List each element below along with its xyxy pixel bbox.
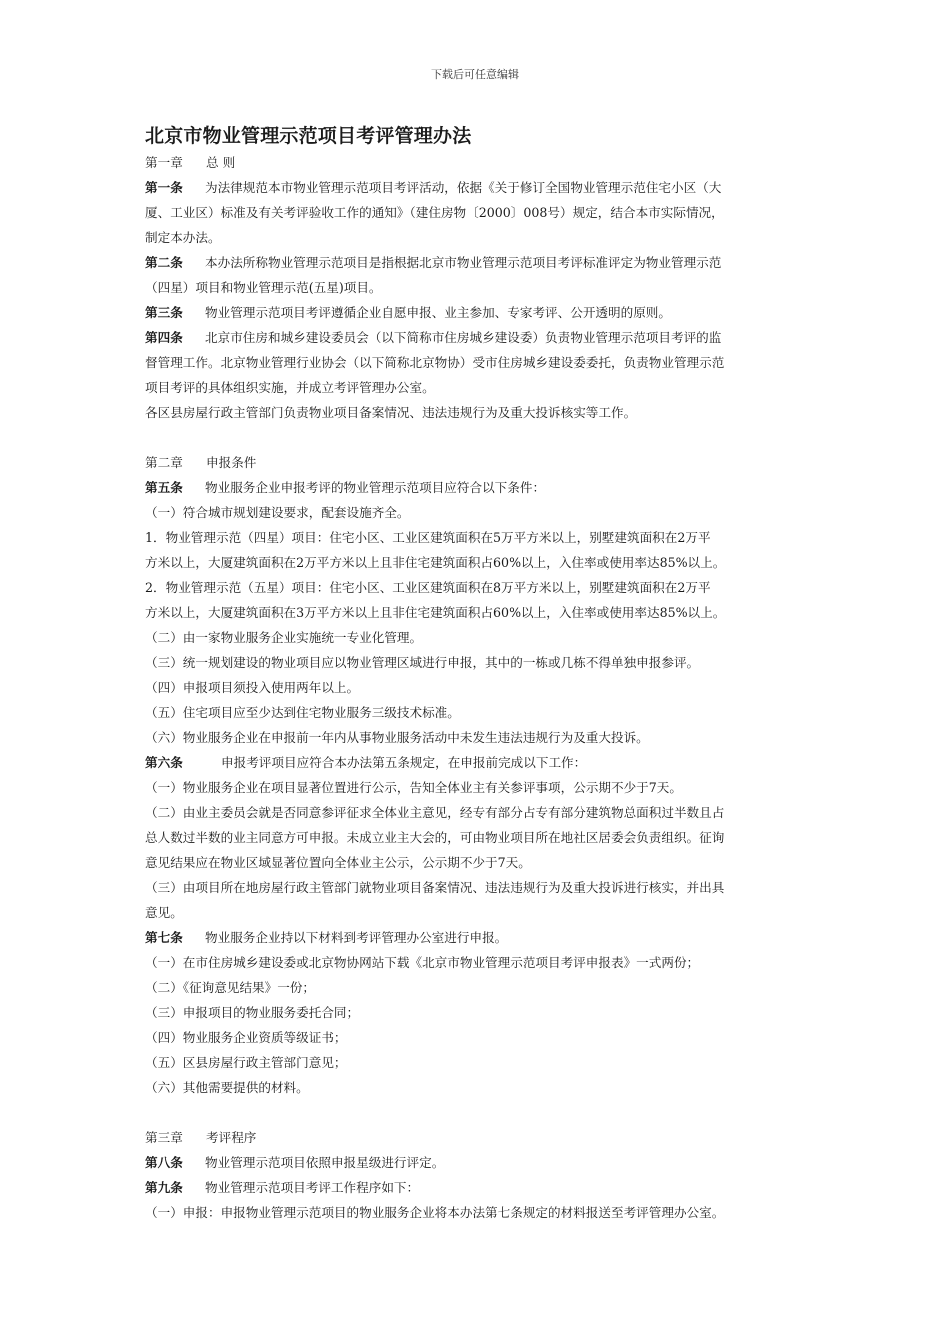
article-6-item: （一）物业服务企业在项目显著位置进行公示，告知全体业主有关参评事项，公示期不少于7天。: [145, 780, 682, 795]
article-6-item: 意见结果应在物业区域显著位置向全体业主公示，公示期不少于7天。: [145, 855, 531, 870]
article-text: 物业管理示范项目考评遵循企业自愿申报、业主参加、专家考评、公开透明的原则。: [205, 305, 671, 320]
article-label: 第四条: [145, 330, 183, 345]
article-text: 本办法所称物业管理示范项目是指根据北京市物业管理示范项目考评标准评定为物业管理示范: [205, 255, 722, 270]
article-5-item: （四）申报项目须投入使用两年以上。: [145, 680, 360, 695]
article-3: [145, 300, 815, 325]
article-5-item: 方米以上，大厦建筑面积在3万平方米以上且非住宅建筑面积占60%以上，入住率或使用率达85%以上。: [145, 605, 726, 620]
article-label: 第九条: [145, 1180, 183, 1195]
article-6: [145, 750, 815, 775]
article-4-line: 各区县房屋行政主管部门负责物业项目备案情况、违法违规行为及重大投诉核实等工作。: [145, 405, 637, 420]
article-6-item: 总人数过半数的业主同意方可申报。未成立业主大会的，可由物业项目所在地社区居委会负责组织。征询: [145, 830, 725, 845]
chapter-name: 总 则: [206, 155, 236, 170]
article-7-item: （四）物业服务企业资质等级证书；: [145, 1030, 347, 1045]
article-5-item: （六）物业服务企业在申报前一年内从事物业服务活动中未发生违法违规行为及重大投诉。: [145, 730, 649, 745]
article-9: [145, 1175, 815, 1200]
article-text: 物业服务企业持以下材料到考评管理办公室进行申报。: [205, 930, 508, 945]
article-text: 物业管理示范项目考评工作程序如下：: [205, 1180, 420, 1195]
article-label: 第八条: [145, 1155, 183, 1170]
article-6-item: 意见。: [145, 905, 183, 920]
article-7-item: （二）《征询意见结果》一份；: [145, 980, 316, 995]
article-4-line: 督管理工作。北京物业管理行业协会（以下简称北京物协）受市住房城乡建设委委托，负责物业管理示范: [145, 355, 725, 370]
chapter-number: 第三章: [145, 1130, 183, 1145]
article-2-line: （四星）项目和物业管理示范(五星)项目。: [145, 280, 382, 295]
article-7-item: （一）在市住房城乡建设委或北京物协网站下载《北京市物业管理示范项目考评申报表》一式两份；: [145, 955, 700, 970]
article-label: 第二条: [145, 255, 183, 270]
document-title: 北京市物业管理示范项目考评管理办法: [145, 125, 472, 147]
article-8: [145, 1150, 815, 1175]
article-5-item: （一）符合城市规划建设要求，配套设施齐全。: [145, 505, 410, 520]
chapter-heading-3: [145, 1125, 815, 1150]
document-body: [145, 122, 815, 1225]
chapter-heading-1: [145, 150, 815, 175]
article-label: 第一条: [145, 180, 183, 195]
article-text: 物业服务企业申报考评的物业管理示范项目应符合以下条件：: [205, 480, 546, 495]
article-5-item: 1．物业管理示范（四星）项目：住宅小区、工业区建筑面积在5万平方米以上，别墅建筑面积在2万平: [145, 530, 711, 545]
article-label: 第五条: [145, 480, 183, 495]
chapter-name: 申报条件: [206, 455, 257, 470]
article-label: 第六条: [145, 755, 183, 770]
article-1: [145, 175, 815, 200]
article-5-item: 方米以上，大厦建筑面积在2万平方米以上且非住宅建筑面积占60%以上，入住率或使用率达85%以上。: [145, 555, 726, 570]
article-text: 北京市住房和城乡建设委员会（以下简称市住房城乡建设委）负责物业管理示范项目考评的监: [205, 330, 722, 345]
article-label: 第七条: [145, 930, 183, 945]
article-5-item: （三）统一规划建设的物业项目应以物业管理区域进行申报，其中的一栋或几栋不得单独申报参评。: [145, 655, 700, 670]
article-4-line: 项目考评的具体组织实施，并成立考评管理办公室。: [145, 380, 435, 395]
article-4: [145, 325, 815, 350]
article-text: 物业管理示范项目依照申报星级进行评定。: [205, 1155, 445, 1170]
article-7-item: （五）区县房屋行政主管部门意见；: [145, 1055, 347, 1070]
article-text: 申报考评项目应符合本办法第五条规定，在申报前完成以下工作：: [221, 755, 587, 770]
article-6-item: （二）由业主委员会就是否同意参评征求全体业主意见，经专有部分占专有部分建筑物总面积过半数且占: [145, 805, 725, 820]
article-5: [145, 475, 815, 500]
article-5-item: 2．物业管理示范（五星）项目：住宅小区、工业区建筑面积在8万平方米以上，别墅建筑面积在2万平: [145, 580, 711, 595]
article-6-item: （三）由项目所在地房屋行政主管部门就物业项目备案情况、违法违规行为及重大投诉进行核实，并出具: [145, 880, 725, 895]
chapter-name: 考评程序: [206, 1130, 257, 1145]
article-2: [145, 250, 815, 275]
article-7-item: （六）其他需要提供的材料。: [145, 1080, 309, 1095]
chapter-heading-2: [145, 450, 815, 475]
article-1-line: 厦、工业区）标准及有关考评验收工作的通知》（建住房物〔2000〕008号）规定，结合本市实际情况，: [145, 205, 724, 220]
article-5-item: （五）住宅项目应至少达到住宅物业服务三级技术标准。: [145, 705, 460, 720]
article-5-item: （二）由一家物业服务企业实施统一专业化管理。: [145, 630, 423, 645]
article-9-item: （一）申报：申报物业管理示范项目的物业服务企业将本办法第七条规定的材料报送至考评管理办公室。: [145, 1205, 725, 1220]
article-1-line: 制定本办法。: [145, 230, 221, 245]
article-label: 第三条: [145, 305, 183, 320]
article-text: 为法律规范本市物业管理示范项目考评活动，依据《关于修订全国物业管理示范住宅小区（大: [205, 180, 722, 195]
chapter-number: 第一章: [145, 155, 183, 170]
chapter-number: 第二章: [145, 455, 183, 470]
article-7: [145, 925, 815, 950]
page-header-note: 下载后可任意编辑: [431, 68, 519, 81]
article-7-item: （三）申报项目的物业服务委托合同；: [145, 1005, 360, 1020]
